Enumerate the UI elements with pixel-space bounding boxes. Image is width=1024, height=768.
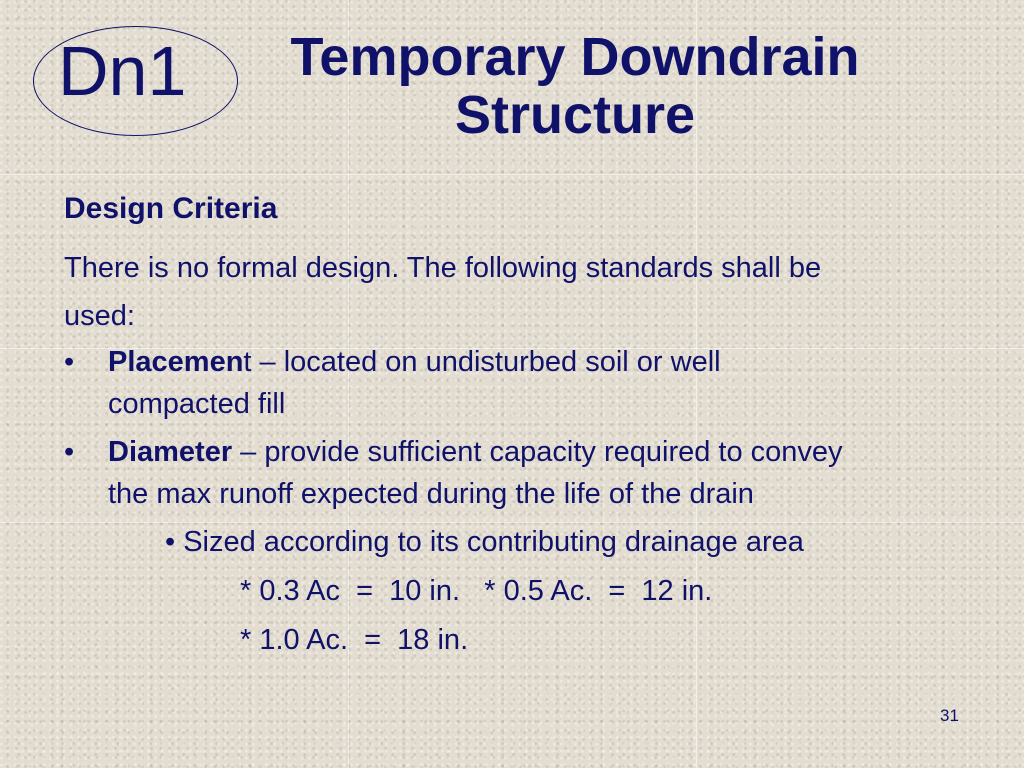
bullet-text: – provide sufficient capacity required to convey xyxy=(232,436,843,468)
intro-line-2: used: xyxy=(64,300,135,332)
intro-paragraph xyxy=(64,244,984,340)
bullet-marker: • xyxy=(64,346,75,378)
bullet-marker: • xyxy=(64,436,75,468)
page-number: 31 xyxy=(940,706,959,725)
bullet-body xyxy=(108,431,988,515)
title-line-1: Temporary Downdrain xyxy=(290,27,860,87)
bullet-line-1 xyxy=(108,341,988,383)
bullet-line-1 xyxy=(108,431,988,473)
bullet-line-2: the max runoff expected during the life of the drain xyxy=(108,478,754,510)
bullet-text: t – located on undisturbed soil or well xyxy=(243,346,721,378)
size-line-1: * 0.3 Ac = 10 in. * 0.5 Ac. = 12 in. xyxy=(240,575,713,607)
bullet-term: Diameter xyxy=(108,436,233,468)
bullet-line-2: compacted fill xyxy=(108,388,286,420)
badge-label: Dn1 xyxy=(58,32,187,110)
background-tile-seam xyxy=(0,174,1024,175)
intro-line-1: There is no formal design. The following standards shall be xyxy=(64,252,822,284)
slide-title xyxy=(230,28,920,144)
bullet-body xyxy=(108,341,988,425)
title-line-2: Structure xyxy=(454,85,696,145)
sub-bullet-sizing: • Sized according to its contributing drainage area xyxy=(165,526,804,558)
bullet-term: Placemen xyxy=(108,346,244,378)
size-line-2: * 1.0 Ac. = 18 in. xyxy=(240,624,469,656)
section-heading: Design Criteria xyxy=(64,192,278,225)
